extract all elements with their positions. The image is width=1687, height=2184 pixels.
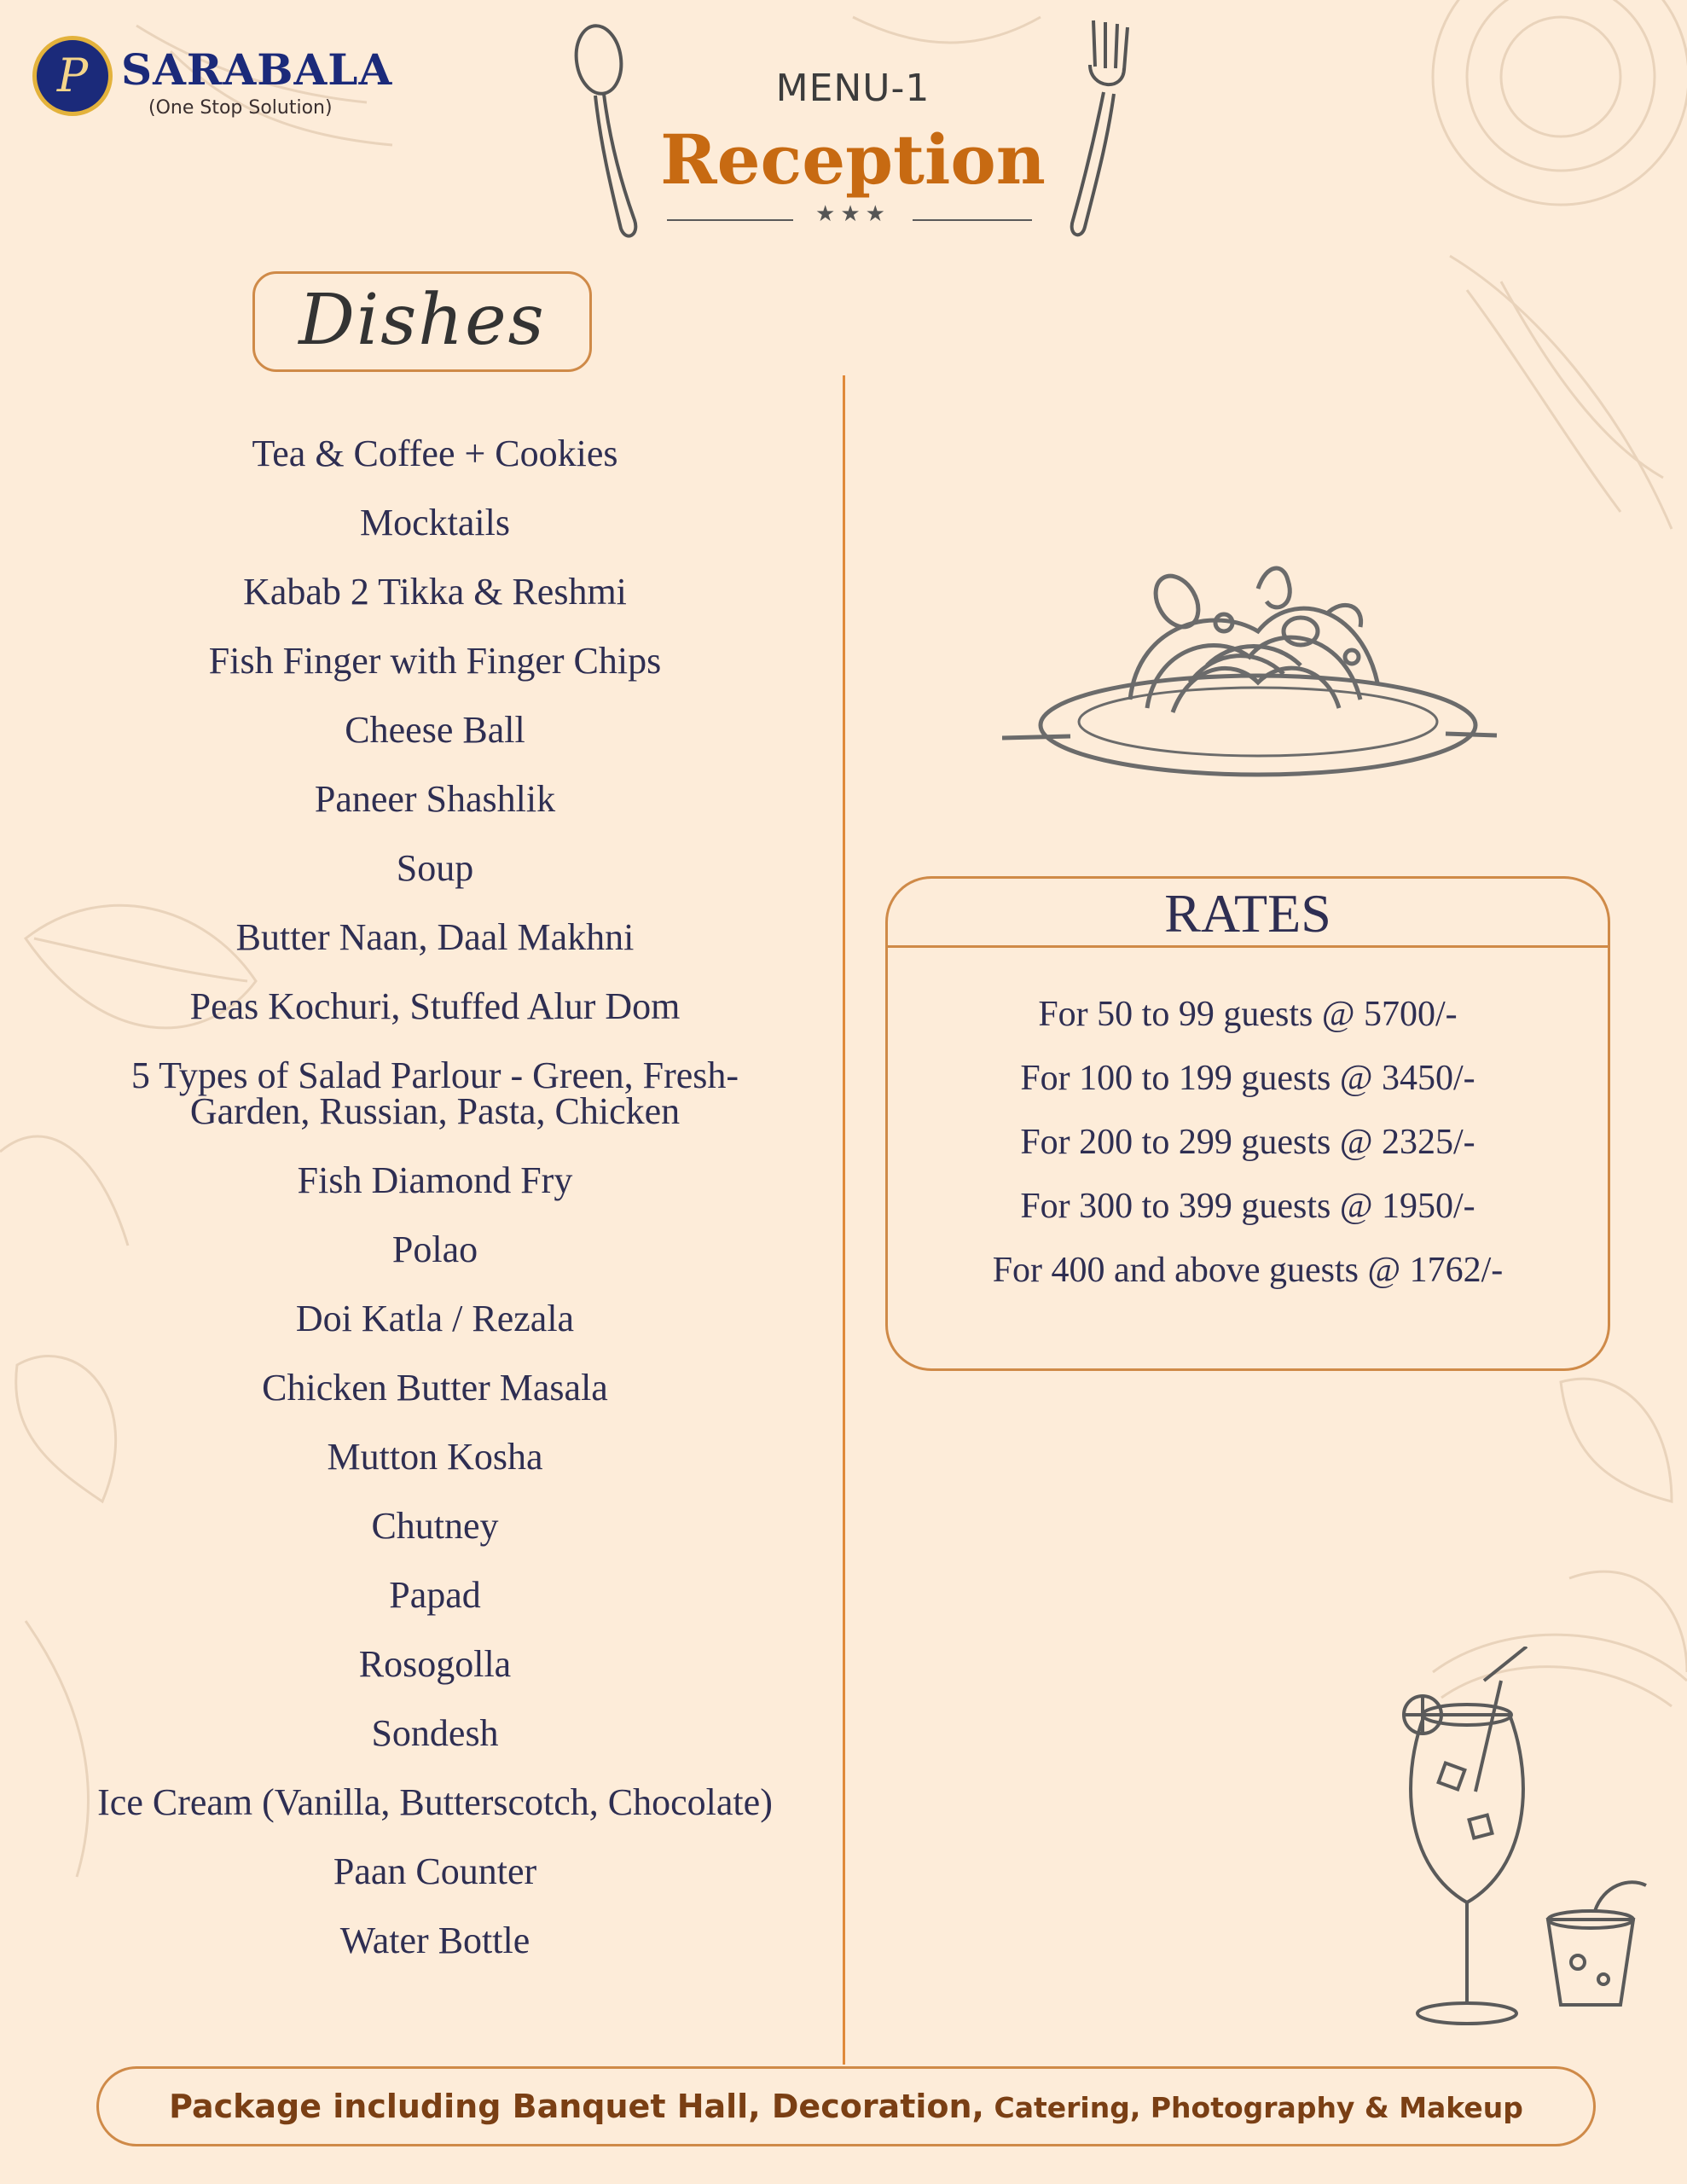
list-item: Paneer Shashlik bbox=[314, 778, 556, 820]
list-item: Rosogolla bbox=[358, 1643, 512, 1685]
list-item: Fish Finger with Finger Chips bbox=[208, 640, 662, 682]
list-item: Cheese Ball bbox=[345, 709, 525, 751]
pasta-plate-illustration bbox=[1002, 555, 1505, 785]
brand-logo bbox=[32, 36, 391, 130]
footer-text-extra: Catering, Photography & Makeup bbox=[984, 2091, 1523, 2124]
list-item: Chicken Butter Masala bbox=[262, 1367, 608, 1409]
logo-emblem-icon: P bbox=[32, 36, 113, 116]
rate-item: For 400 and above guests @ 1762/- bbox=[992, 1251, 1504, 1290]
list-item: Mutton Kosha bbox=[327, 1436, 543, 1478]
list-item: 5 Types of Salad Parlour - Green, Fresh- bbox=[130, 1054, 739, 1096]
list-item: Doi Katla / Rezala bbox=[295, 1298, 575, 1339]
rate-item: For 300 to 399 guests @ 1950/- bbox=[1020, 1187, 1475, 1226]
drinks-illustration bbox=[1390, 1647, 1655, 2048]
rates-heading: RATES bbox=[888, 879, 1608, 948]
list-item: Tea & Coffee + Cookies bbox=[252, 433, 618, 474]
rate-item: For 100 to 199 guests @ 3450/- bbox=[1020, 1059, 1475, 1098]
page-title: Reception bbox=[660, 119, 1046, 200]
list-item: Ice Cream (Vanilla, Butterscotch, Chocolate) bbox=[97, 1781, 773, 1823]
brand-name: SARABALA bbox=[121, 44, 393, 95]
list-item: Soup bbox=[396, 847, 474, 889]
list-item: Water Bottle bbox=[339, 1920, 530, 1961]
dishes-list bbox=[43, 435, 827, 1991]
dishes-heading: Dishes bbox=[299, 280, 546, 361]
list-item: Paan Counter bbox=[333, 1850, 537, 1892]
footer-text-main: Package including Banquet Hall, Decoration, bbox=[169, 2088, 984, 2125]
list-item: Kabab 2 Tikka & Reshmi bbox=[243, 571, 627, 613]
title-divider-right bbox=[913, 219, 1032, 221]
rate-item: For 50 to 99 guests @ 5700/- bbox=[1038, 995, 1458, 1034]
list-item: Butter Naan, Daal Makhni bbox=[235, 916, 635, 958]
list-item: Sondesh bbox=[371, 1712, 499, 1754]
list-item: Fish Diamond Fry bbox=[297, 1159, 573, 1201]
list-item: Peas Kochuri, Stuffed Alur Dom bbox=[189, 985, 681, 1027]
brand-tagline: (One Stop Solution) bbox=[148, 97, 333, 119]
rate-item: For 200 to 299 guests @ 2325/- bbox=[1020, 1123, 1475, 1162]
dishes-heading-badge bbox=[252, 271, 592, 372]
list-item: Chutney bbox=[371, 1505, 499, 1547]
package-footer bbox=[96, 2066, 1596, 2146]
title-divider-left bbox=[667, 219, 793, 221]
list-item: Garden, Russian, Pasta, Chicken bbox=[189, 1090, 681, 1132]
menu-number: MENU-1 bbox=[775, 67, 930, 110]
rates-list bbox=[888, 996, 1608, 1316]
column-divider bbox=[843, 375, 845, 2065]
star-rating-icon: ★★★ bbox=[815, 201, 890, 227]
list-item: Polao bbox=[391, 1228, 478, 1270]
list-item: Papad bbox=[389, 1574, 481, 1616]
rates-panel bbox=[885, 876, 1610, 1371]
list-item: Mocktails bbox=[360, 502, 510, 543]
